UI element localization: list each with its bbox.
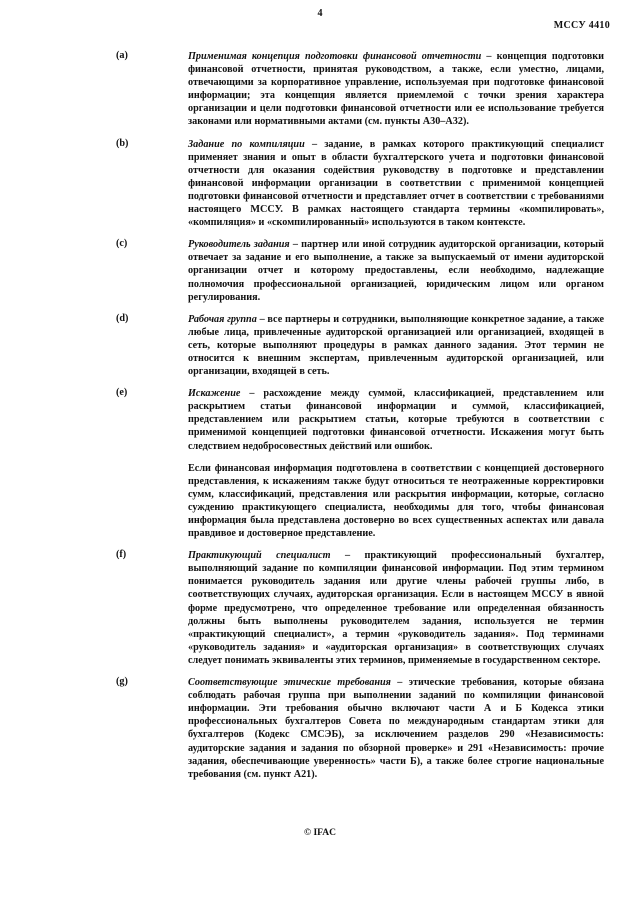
definition-text: – партнер или иной сотрудник аудиторской организации, который отвечает за задание и его выполнение, а также за выпускаемый от имени аудиторской организации отчет и которому предоставлены, если необходимо, надлежащие полномочия профессиональной организацией, юридическим лицом или органом регулирования. [188,239,604,303]
definition-item [116,676,604,781]
definition-paragraph [188,387,604,452]
definition-item [116,387,604,540]
definition-text: – концепция подготовки финансовой отчетности, принятая руководством, а также, если уместно, лицами, отвечающими за корпоративное управление, используемая при подготовке финансовой информации; эта концепция является приемлемой с точки зрения характера организации и цели подготовки финансовой отчетности или ее использование требуется законами или нормативными актами (см. пункты А30–А32). [188,51,604,128]
definition-letter: (f) [116,549,127,561]
definition-term: Рабочая группа [188,313,257,325]
definition-paragraph [188,138,604,230]
document-code: МССУ 4410 [553,20,610,31]
definition-paragraph [188,462,604,541]
definition-letter: (g) [116,676,128,688]
definitions-list [116,50,605,790]
definition-text: – все партнеры и сотрудники, выполняющие конкретное задание, а также любые лица, привлеченные аудиторской организацией или организацией, входящей в сеть, которые выполняют процедуры в рамках данного задания. Этот термин не относится к внешним экспертам, привлеченным аудиторской организацией, или организации, входящей в сеть. [188,313,604,378]
definition-letter: (c) [116,238,128,250]
definition-text: Если финансовая информация подготовлена в соответствии с концепцией достоверного представления, к искажениям также будут относиться те неотраженные корректировки сумм, классификаций, представления или раскрытия информации, которые, согласно суждению практикующего специалиста, необходимы для того, чтобы финансовая информация была представлена достоверно во всех существенных аспектах или давала правдивое и достоверное представление. [188,462,604,540]
page-number: 4 [317,8,323,19]
definition-letter: (e) [116,387,128,399]
definition-term: Применимая концепция подготовки финансовой отчетности [188,51,482,62]
definition-letter: (a) [116,50,128,61]
definition-term: Соответствующие этические требования [188,677,391,689]
definition-paragraph [188,50,604,129]
definition-text: – расхождение между суммой, классификацией, представлением или раскрытием статьи финансовой информации и суммой, классификацией, представлением или раскрытием статьи, которые требуются в соответствии с применимой концепцией подготовки финансовой отчетности. Искажения могут быть следствием недобросовестных действий или ошибок. [188,388,604,452]
footer-copyright: © IFAC [304,828,336,838]
definition-term: Практикующий специалист [188,550,331,562]
definition-paragraph [188,313,604,378]
definition-text: – практикующий профессиональный бухгалтер, выполняющий задание по компиляции финансовой информации. Под этим термином понимается руководитель задания или другие члены рабочей группы либо, в соответствующих случаях, аудиторская организация. Если в настоящем МССУ в явной форме предусмотрено, что определенное требование или определенная обязанность должны быть выполнены руководителем задания, используется не термин «практикующий специалист», а термин «руководитель задания». Под терминами «руководитель задания» и «аудиторская организация» в соответствующих случаях следует понимать эквиваленты этих терминов, применяемые в государственном секторе. [188,550,605,666]
definition-paragraph [188,676,604,781]
definition-item [116,238,604,303]
definition-text: – задание, в рамках которого практикующий специалист применяет знания и опыт в области бухгалтерского учета и подготовки финансовой отчетности для оказания содействия руководству в подготовке и представлении финансовой информации организации в соответствии с применимой концепцией подготовки финансовой отчетности и представляет отчет в соответствии с требованиями настоящего МССУ. В рамках настоящего стандарта термины «компилировать», «компиляция» и «скомпилированный» используются в таком контексте. [188,138,604,229]
definition-item [116,50,604,129]
definition-paragraph [188,549,604,667]
definition-letter: (b) [116,137,129,149]
definition-item [116,137,604,230]
definition-item [116,312,604,378]
definition-paragraph [188,238,604,303]
definition-term: Искажение [188,388,241,400]
definition-term: Задание по компиляции [188,138,305,150]
definition-term: Руководитель задания [188,239,290,251]
definition-text: – этические требования, которые обязана соблюдать рабочая группа при выполнении заданий по компиляции финансовой информации. Эти требования обычно включают части А и Б Кодекса этики профессиональных бухгалтеров Совета по международным стандартам этики для бухгалтеров (Кодекс СМСЭБ), за исключением разделов 290 «Независимость: аудиторские задания и задания по обзорной проверке» и 291 «Независимость: прочие задания, обеспечивающие уверенность» части Б), а также более строгие национальные требования (см. пункт А21). [188,677,604,780]
definition-letter: (d) [116,312,129,324]
definition-item [116,549,605,667]
